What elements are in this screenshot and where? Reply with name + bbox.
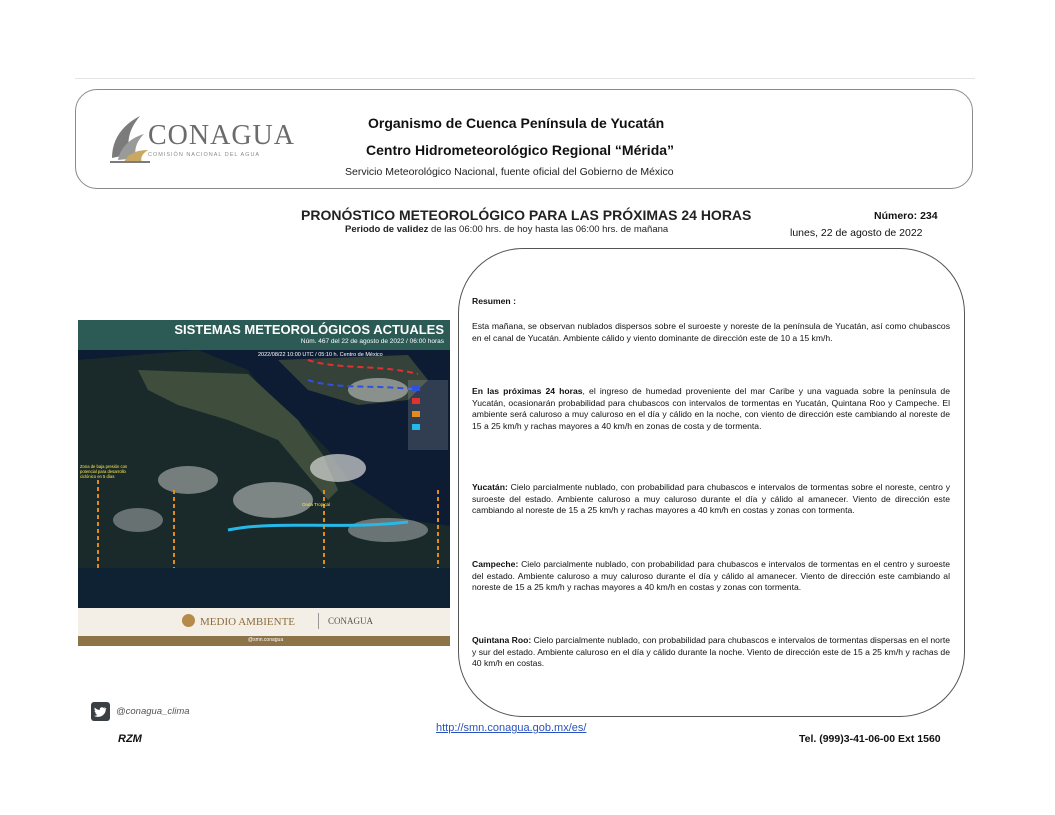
summary-yucatan [472,482,950,517]
map-label-low-pressure: Zona de baja presión con potencial para desarrollo ciclónico en 5 días [80,464,128,479]
map-bottom-bar [78,636,450,646]
campeche-label: Campeche: [472,559,519,569]
twitter-icon[interactable] [91,702,110,721]
map-title: SISTEMAS METEOROLÓGICOS ACTUALES [174,322,444,337]
summary-campeche [472,559,950,594]
environment-seal-icon [182,614,195,627]
satellite-map-image [78,350,450,568]
validity-label: Periodo de validez [345,224,429,235]
summary-next-24h [472,386,950,432]
campeche-text: Cielo parcialmente nublado, con probabilidad para chubascos e intervalos de tormentas en el centro y suroeste del estado. Ambiente caluroso a muy caluroso durante el día y cálido al amanecer. Viento de dirección este cambiando al noreste de 15 a 25 km/h y rachas mayores a 40 km/h en costas y zonas con tormenta. [472,559,950,592]
map-footer-environment: MEDIO AMBIENTE [200,616,296,628]
map-caption [78,568,450,608]
twitter-handle[interactable]: @conagua_clima [116,706,190,717]
footer-divider [318,613,319,629]
smn-link[interactable]: http://smn.conagua.gob.mx/es/ [436,722,587,734]
twitter-bird-icon [91,702,110,721]
logo-wordmark: CONAGUA [148,120,295,151]
yucatan-text: Cielo parcialmente nublado, con probabilidad para chubascos e intervalos de tormentas sobre el noreste, centro y suroeste del estado. Ambiente caluroso a muy caluroso durante el día y cálido al amanecer. Viento de dirección este cambiando al noreste de 15 a 25 km/h y rachas mayores a 40 km/h en costas y zonas con tormenta. [472,482,950,515]
contact-phone: Tel. (999)3-41-06-00 Ext 1560 [799,733,941,745]
next24-label: En las próximas 24 horas [472,386,583,396]
author-initials: RZM [118,733,142,745]
summary-title: Resumen : [472,296,516,306]
map-social-handle: @smn.conagua [248,637,284,643]
map-header [78,320,450,350]
forecast-title: PRONÓSTICO METEOROLÓGICO PARA LAS PRÓXIMAS 24 HORAS [301,207,752,223]
summary-quintana-roo [472,635,950,670]
organization-title: Organismo de Cuenca Península de Yucatán [368,115,665,131]
weather-systems-map [78,320,450,646]
qroo-text: Cielo parcialmente nublado, con probabilidad para chubascos e intervalos de tormentas dispersas en el norte y sur del estado. Ambiente caluroso en el día y cálido durante la noche. Viento de dirección este de 15 a 25 km/h y rachas de 40 km/h en costas. [472,635,950,668]
map-timestamp: 2022/08/22 10:00 UTC / 05:10 h. Centro de México [258,352,383,358]
qroo-label: Quintana Roo: [472,635,532,645]
logo-subtitle: COMISIÓN NACIONAL DEL AGUA [148,152,261,158]
validity-text: de las 06:00 hrs. de hoy hasta las 06:00 hrs. de mañana [428,224,669,235]
map-footer-conagua: CONAGUA [328,616,373,626]
center-title: Centro Hidrometeorológico Regional “Mérida” [366,142,675,158]
map-subtitle: Núm. 467 del 22 de agosto de 2022 / 06:00 horas [300,338,444,345]
yucatan-label: Yucatán: [472,482,508,492]
map-label-tropical-wave: Onda Tropical [302,502,331,507]
next24-text: , el ingreso de humedad proveniente del mar Caribe y una vaguada sobre la península de Yucatán, ocasionarán probabilidad para chubascos con intervalos de tormentas en Yucatán, Quintana Roo y Campeche. El ambiente será caluroso a muy caluroso en el día y cálido en la noche, con viento de dirección este cambiando al noreste de 15 a 25 km/h y rachas mayores a 40 km/h en zonas de costa y de tormenta. [472,386,950,431]
service-line: Servicio Meteorológico Nacional, fuente oficial del Gobierno de México [345,166,674,178]
summary-intro: Esta mañana, se observan nublados dispersos sobre el suroeste y noreste de la península de Yucatán, así como chubascos en el canal de Yucatán. Ambiente cálido y viento dominante de dirección este de 10 a 15 km/h. [472,321,950,343]
forecast-validity [345,224,668,235]
map-footer [78,608,450,636]
top-divider [75,78,975,79]
forecast-date: lunes, 22 de agosto de 2022 [790,227,923,239]
forecast-number: Número: 234 [874,210,938,222]
